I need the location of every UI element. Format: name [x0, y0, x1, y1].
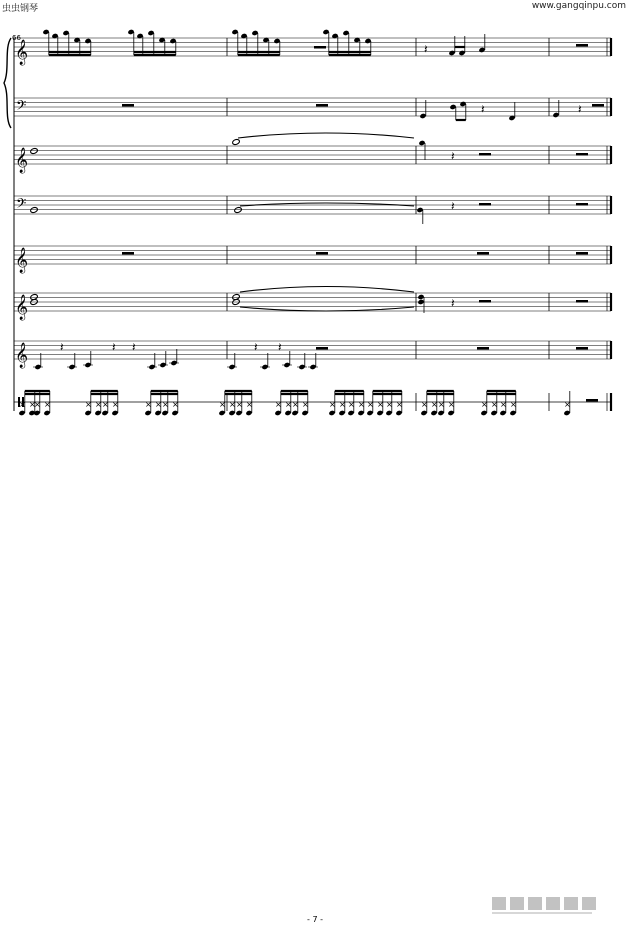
- x-notehead: ×: [396, 400, 403, 409]
- x-notehead: ×: [29, 400, 36, 409]
- x-notehead: ×: [377, 400, 384, 409]
- score-systems: [4, 29, 611, 416]
- x-notehead: ×: [19, 400, 26, 409]
- whole-rest: [586, 399, 598, 402]
- whole-rest: [479, 300, 491, 303]
- whole-rest: [122, 104, 134, 107]
- quarter-rest: 𝄽: [451, 296, 455, 310]
- x-notehead: ×: [302, 400, 309, 409]
- quarter-rest: 𝄽: [424, 42, 428, 56]
- x-notehead: ×: [34, 400, 41, 409]
- x-notehead: ×: [491, 400, 498, 409]
- x-notehead: ×: [162, 400, 169, 409]
- x-notehead: ×: [564, 400, 571, 409]
- quarter-rest: 𝄽: [451, 149, 455, 163]
- x-notehead: ×: [112, 400, 119, 409]
- whole-note: [30, 148, 38, 155]
- whole-rest: [576, 203, 588, 206]
- quarter-rest: 𝄽: [578, 102, 582, 116]
- treble-clef-icon: 𝄞: [15, 148, 29, 173]
- quarter-rest: 𝄽: [60, 340, 64, 354]
- notehead: [418, 140, 425, 146]
- x-notehead: ×: [246, 400, 253, 409]
- quarter-rest: 𝄽: [254, 340, 258, 354]
- quarter-rest: 𝄽: [451, 199, 455, 213]
- x-notehead: ×: [329, 400, 336, 409]
- whole-note: [234, 207, 242, 214]
- x-notehead: ×: [236, 400, 243, 409]
- treble-clef-icon: 𝄞: [15, 343, 29, 368]
- whole-rest: [576, 44, 588, 47]
- x-notehead: ×: [500, 400, 507, 409]
- x-notehead: ×: [95, 400, 102, 409]
- site-name-left: 虫虫钢琴: [2, 4, 39, 14]
- whole-rest: [477, 347, 489, 350]
- treble-clef-icon: 𝄞: [15, 295, 29, 320]
- whole-rest: [477, 252, 489, 255]
- whole-rest: [316, 104, 328, 107]
- quarter-rest: 𝄽: [481, 102, 485, 116]
- x-notehead: ×: [367, 400, 374, 409]
- whole-rest: [316, 347, 328, 350]
- x-notehead: ×: [510, 400, 517, 409]
- whole-rest: [316, 252, 328, 255]
- whole-rest: [479, 153, 491, 156]
- x-notehead: ×: [275, 400, 282, 409]
- site-url-right: www.gangqinpu.com: [531, 1, 626, 11]
- whole-rest: [576, 347, 588, 350]
- site-logo-watermark: [490, 894, 628, 916]
- x-notehead: ×: [229, 400, 236, 409]
- tie: [240, 307, 414, 311]
- x-notehead: ×: [358, 400, 365, 409]
- whole-rest: [576, 153, 588, 156]
- quarter-rest: 𝄽: [132, 340, 136, 354]
- whole-note: [30, 207, 38, 214]
- x-notehead: ×: [85, 400, 92, 409]
- treble-clef-icon: 𝄞: [15, 248, 29, 273]
- x-notehead: ×: [386, 400, 393, 409]
- bass-clef-icon: 𝄢: [16, 195, 27, 215]
- tie: [238, 133, 414, 138]
- x-notehead: ×: [145, 400, 152, 409]
- tie: [240, 287, 414, 293]
- x-notehead: ×: [172, 400, 179, 409]
- whole-rest: [576, 252, 588, 255]
- notehead: [417, 294, 424, 300]
- x-notehead: ×: [292, 400, 299, 409]
- x-notehead: ×: [448, 400, 455, 409]
- x-notehead: ×: [339, 400, 346, 409]
- treble-clef-icon: 𝄞: [15, 40, 29, 65]
- x-notehead: ×: [438, 400, 445, 409]
- x-notehead: ×: [285, 400, 292, 409]
- measure-number: 66: [12, 34, 21, 42]
- x-notehead: ×: [44, 400, 51, 409]
- whole-rest: [479, 203, 491, 206]
- piano-brace: [4, 38, 11, 128]
- tie: [240, 203, 414, 206]
- x-notehead: ×: [102, 400, 109, 409]
- bass-clef-icon: 𝄢: [16, 97, 27, 117]
- x-notehead: ×: [481, 400, 488, 409]
- whole-rest: [122, 252, 134, 255]
- x-notehead: ×: [219, 400, 226, 409]
- x-notehead: ×: [421, 400, 428, 409]
- whole-rest: [314, 46, 326, 49]
- page-number: - 7 -: [307, 915, 323, 924]
- quarter-rest: 𝄽: [112, 340, 116, 354]
- x-notehead: ×: [431, 400, 438, 409]
- notehead: [417, 299, 424, 305]
- whole-note: [232, 139, 240, 146]
- x-notehead: ×: [348, 400, 355, 409]
- quarter-rest: 𝄽: [278, 340, 282, 354]
- whole-rest: [576, 300, 588, 303]
- x-notehead: ×: [155, 400, 162, 409]
- whole-rest: [592, 104, 604, 107]
